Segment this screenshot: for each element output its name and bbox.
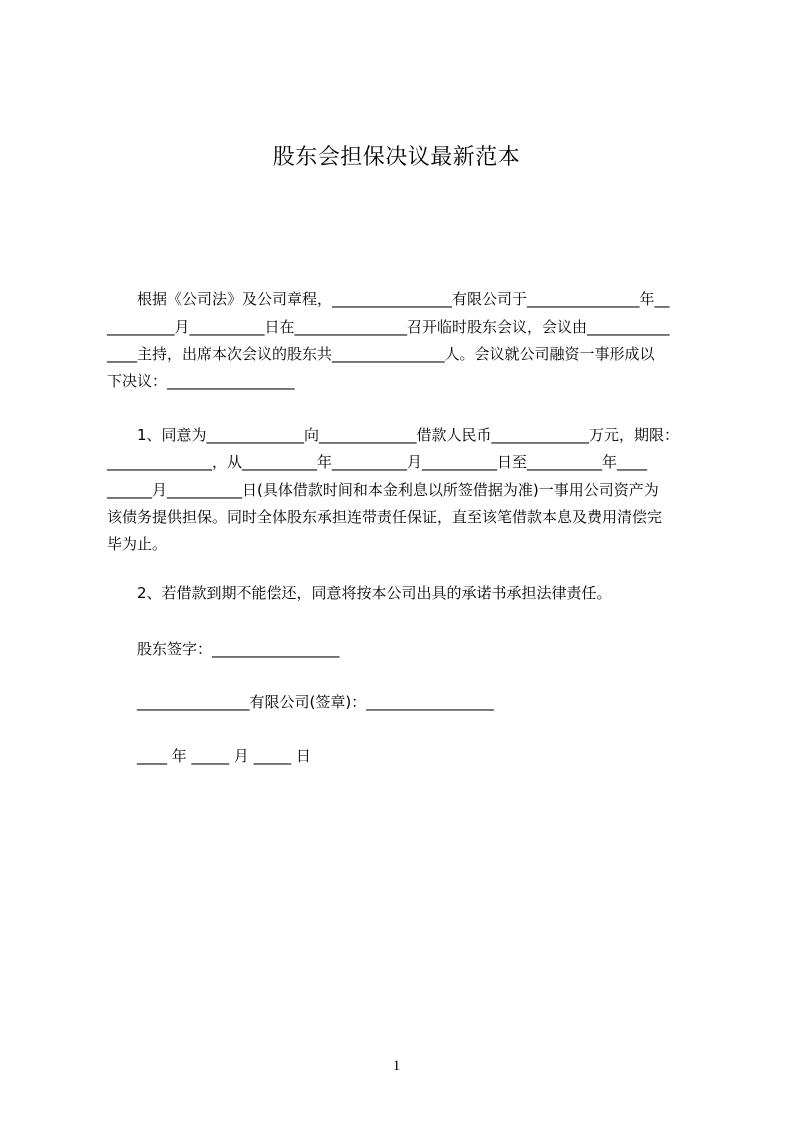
paragraph-1-line-4: 下决议：_________________ bbox=[107, 372, 295, 390]
date-line: ____ 年 _____ 月 _____ 日 bbox=[137, 747, 311, 765]
paragraph-1-line-3: ____主持，出席本次会议的股东共_______________人。会议就公司融资一事形成以 bbox=[107, 345, 655, 363]
paragraph-2-line-4: 该债务提供担保。同时全体股东承担连带责任保证，直至该笔借款本息及费用清偿完 bbox=[107, 508, 663, 526]
shareholder-signature-line: 股东签字：_________________ bbox=[137, 640, 340, 658]
paragraph-3: 2、若借款到期不能偿还，同意将按本公司出具的承诺书承担法律责任。 bbox=[137, 584, 612, 602]
paragraph-2-line-3: ______月__________日(具体借款时间和本金利息以所签借据为准)一事用公司资产为 bbox=[107, 481, 659, 499]
paragraph-2-line-2: ______________，从__________年__________月__________日至__________年____ bbox=[107, 453, 648, 471]
document-title: 股东会担保决议最新范本 bbox=[272, 145, 521, 170]
paragraph-1-line-1: 根据《公司法》及公司章程，________________有限公司于_______________年__ bbox=[137, 290, 670, 308]
paragraph-2-line-1: 1、同意为_____________向_____________借款人民币_____________万元，期限： bbox=[137, 426, 680, 444]
company-seal-line: _______________有限公司(签章)：_________________ bbox=[137, 693, 494, 711]
page-number: 1 bbox=[392, 1058, 401, 1074]
paragraph-2-line-5: 毕为止。 bbox=[107, 535, 168, 553]
paragraph-1-line-2: _________月__________日在_______________召开临时股东会议，会议由___________ bbox=[107, 318, 670, 336]
